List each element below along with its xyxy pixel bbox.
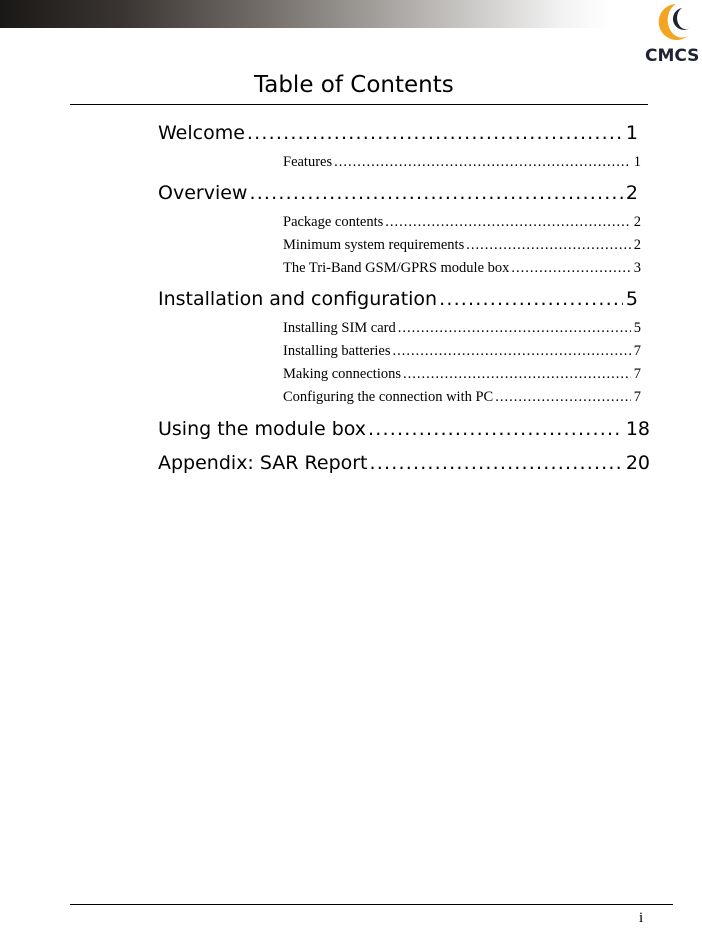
toc-subentry-label: Minimum system requirements bbox=[283, 237, 465, 253]
brand-name: CMCS bbox=[645, 46, 700, 66]
toc-entry-page: 5 bbox=[625, 288, 638, 310]
footer-divider bbox=[70, 904, 673, 905]
toc-subentry-page: 7 bbox=[633, 389, 641, 405]
toc-leader-dots bbox=[439, 288, 623, 310]
title-divider bbox=[70, 104, 648, 105]
toc-subentry-label: Installing batteries bbox=[283, 343, 391, 359]
crescent-logo-icon bbox=[652, 2, 692, 44]
toc-entry-welcome[interactable] bbox=[158, 122, 638, 144]
page-title: Table of Contents bbox=[254, 72, 454, 98]
toc-subentry-sim-card[interactable] bbox=[283, 320, 641, 337]
toc-leader-dots bbox=[403, 366, 631, 383]
toc-entry-using-module-box[interactable] bbox=[158, 418, 650, 440]
toc-subentry-label: The Tri-Band GSM/GPRS module box bbox=[283, 260, 510, 276]
toc-entry-page: 20 bbox=[625, 452, 650, 474]
toc-leader-dots bbox=[511, 260, 630, 277]
toc-entry-label: Using the module box bbox=[158, 418, 367, 440]
toc-leader-dots bbox=[249, 182, 622, 204]
toc-subentry-label: Installing SIM card bbox=[283, 320, 396, 336]
toc-entry-label: Overview bbox=[158, 182, 248, 204]
page-number: i bbox=[639, 910, 644, 926]
toc-leader-dots bbox=[247, 122, 623, 144]
toc-subentry-package-contents[interactable] bbox=[283, 214, 641, 231]
toc-subentry-page: 1 bbox=[633, 154, 641, 170]
toc-entry-label: Installation and configuration bbox=[158, 288, 438, 310]
toc-entry-page: 2 bbox=[625, 182, 638, 204]
header-gradient-bar bbox=[0, 0, 610, 28]
toc-subentry-features[interactable] bbox=[283, 154, 641, 171]
toc-leader-dots bbox=[495, 389, 631, 406]
toc-subentry-module-box[interactable] bbox=[283, 260, 641, 277]
toc-subentry-page: 3 bbox=[633, 260, 641, 276]
toc-subentry-batteries[interactable] bbox=[283, 343, 641, 360]
toc-entry-installation[interactable] bbox=[158, 288, 638, 310]
toc-entry-page: 18 bbox=[625, 418, 650, 440]
toc-entry-overview[interactable] bbox=[158, 182, 638, 204]
toc-leader-dots bbox=[334, 154, 631, 171]
toc-subentry-label: Features bbox=[283, 154, 333, 170]
toc-subentry-page: 5 bbox=[633, 320, 641, 336]
toc-subentry-label: Configuring the connection with PC bbox=[283, 389, 494, 405]
toc-entry-label: Appendix: SAR Report bbox=[158, 452, 368, 474]
toc-entry-appendix[interactable] bbox=[158, 452, 650, 474]
toc-subentry-label: Package contents bbox=[283, 214, 384, 230]
toc-subentry-page: 2 bbox=[633, 237, 641, 253]
toc-leader-dots bbox=[370, 452, 623, 474]
toc-leader-dots bbox=[393, 343, 631, 360]
toc-subentry-pc-connection[interactable] bbox=[283, 389, 641, 406]
toc-leader-dots bbox=[368, 418, 623, 440]
toc-leader-dots bbox=[466, 237, 631, 254]
toc-entry-label: Welcome bbox=[158, 122, 245, 144]
toc-subentry-page: 2 bbox=[633, 214, 641, 230]
toc-subentry-label: Making connections bbox=[283, 366, 401, 382]
toc-entry-page: 1 bbox=[625, 122, 638, 144]
toc-subentry-system-requirements[interactable] bbox=[283, 237, 641, 254]
toc-subentry-page: 7 bbox=[633, 343, 641, 359]
toc-leader-dots bbox=[385, 214, 630, 231]
brand-logo bbox=[644, 0, 702, 68]
toc-subentry-connections[interactable] bbox=[283, 366, 641, 383]
toc-subentry-page: 7 bbox=[633, 366, 641, 382]
toc-leader-dots bbox=[398, 320, 631, 337]
